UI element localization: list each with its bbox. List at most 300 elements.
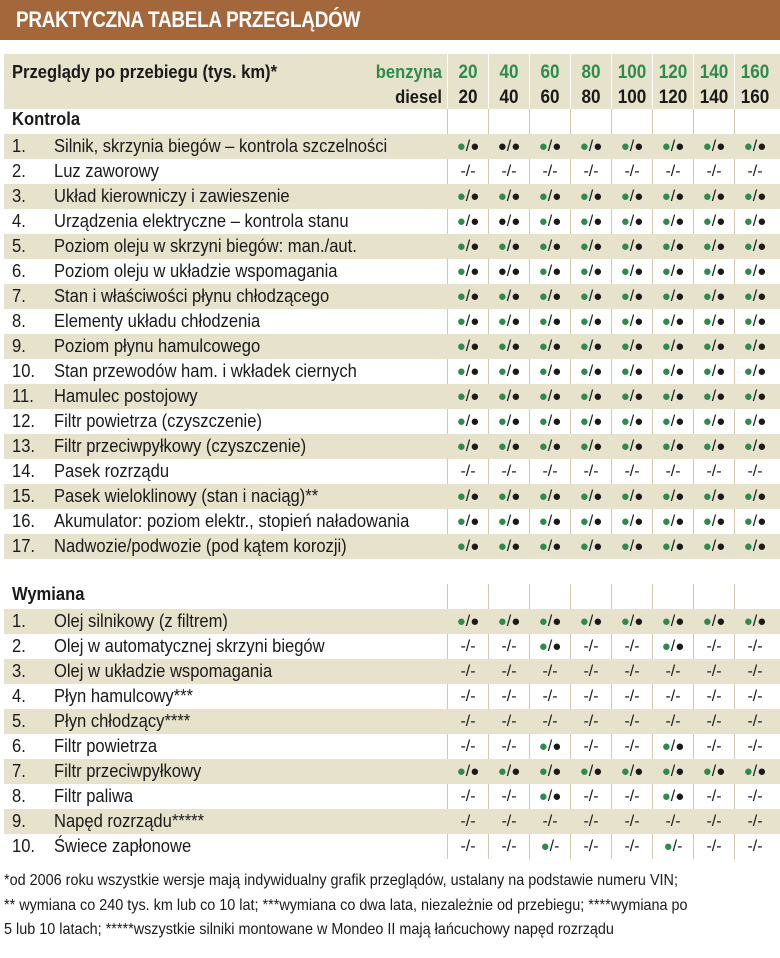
row-name: Stan przewodów ham. i wkładek ciernych (54, 361, 357, 381)
green-dot-icon: ● (538, 788, 548, 805)
slash-separator: / (588, 688, 594, 705)
green-dot-icon: ● (661, 288, 671, 305)
slash-separator: / (506, 513, 512, 530)
schedule-cell (694, 634, 734, 659)
green-dot-icon: ● (497, 513, 507, 530)
row-number: 5. (12, 236, 26, 256)
schedule-cell (571, 309, 611, 334)
black-dot-icon: ● (716, 763, 726, 780)
schedule-cell (489, 384, 529, 409)
schedule-cell (571, 484, 611, 509)
km-benzyna-4: 100 (617, 62, 647, 83)
schedule-cell (571, 634, 611, 659)
slash-separator: / (506, 463, 512, 480)
slash-separator: / (752, 788, 758, 805)
schedule-cell (571, 159, 611, 184)
schedule-cell (571, 734, 611, 759)
schedule-cell (653, 684, 693, 709)
row-number: 17. (12, 536, 36, 556)
dash-symbol: - (665, 463, 671, 480)
dash-symbol: - (583, 688, 589, 705)
schedule-cell (530, 534, 570, 559)
black-dot-icon: ● (552, 238, 562, 255)
dash-symbol: - (716, 788, 722, 805)
slash-separator: / (465, 438, 471, 455)
title-bar (0, 0, 780, 40)
green-dot-icon: ● (456, 238, 466, 255)
slash-separator: / (547, 138, 553, 155)
black-dot-icon: ● (634, 288, 644, 305)
black-dot-icon: ● (716, 263, 726, 280)
slash-separator: / (629, 538, 635, 555)
dash-symbol: - (634, 738, 640, 755)
schedule-cell (694, 159, 734, 184)
slash-separator: / (465, 713, 471, 730)
row-number: 3. (12, 661, 26, 681)
slash-separator: / (670, 663, 676, 680)
footnote-1: *od 2006 roku wszystkie wersje mają indywidualny grafik przeglądów, ustalany na podstawie numeru VIN; (4, 872, 678, 889)
green-dot-icon: ● (620, 438, 630, 455)
slash-separator: / (711, 313, 717, 330)
dash-symbol: - (501, 163, 507, 180)
schedule-cell (489, 684, 529, 709)
green-dot-icon: ● (743, 263, 753, 280)
dash-symbol: - (593, 463, 599, 480)
slash-separator: / (711, 213, 717, 230)
green-dot-icon: ● (497, 413, 507, 430)
slash-separator: / (506, 488, 512, 505)
schedule-cell (489, 459, 529, 484)
green-dot-icon: ● (702, 363, 712, 380)
slash-separator: / (670, 788, 676, 805)
schedule-cell (571, 784, 611, 809)
dash-symbol: - (460, 738, 466, 755)
schedule-cell (489, 284, 529, 309)
black-dot-icon: ● (470, 613, 480, 630)
row-name: Filtr powietrza (54, 736, 158, 756)
slash-separator: / (547, 438, 553, 455)
black-dot-icon: ● (511, 363, 521, 380)
slash-separator: / (670, 688, 676, 705)
green-dot-icon: ● (497, 538, 507, 555)
green-dot-icon: ● (579, 538, 589, 555)
black-dot-icon: ● (757, 763, 767, 780)
dash-symbol: - (747, 713, 753, 730)
schedule-cell (612, 159, 652, 184)
slash-separator: / (752, 688, 758, 705)
row-name: Elementy układu chłodzenia (54, 311, 261, 331)
slash-separator: / (506, 638, 512, 655)
table-row (4, 809, 780, 834)
slash-separator: / (629, 388, 635, 405)
schedule-cell (735, 509, 775, 534)
schedule-cell (571, 384, 611, 409)
schedule-cell (448, 284, 488, 309)
row-number: 14. (12, 461, 36, 481)
slash-separator: / (465, 138, 471, 155)
schedule-cell (694, 134, 734, 159)
green-dot-icon: ● (743, 538, 753, 555)
schedule-cell (489, 434, 529, 459)
dash-symbol: - (675, 688, 681, 705)
schedule-cell (571, 209, 611, 234)
black-dot-icon: ● (593, 763, 603, 780)
green-dot-icon: ● (743, 188, 753, 205)
slash-separator: / (465, 763, 471, 780)
schedule-cell (530, 634, 570, 659)
slash-separator: / (711, 288, 717, 305)
dash-symbol: - (624, 163, 630, 180)
dash-symbol: - (757, 738, 763, 755)
black-dot-icon: ● (593, 188, 603, 205)
green-dot-icon: ● (702, 538, 712, 555)
row-name: Filtr paliwa (54, 786, 134, 806)
green-dot-icon: ● (538, 488, 548, 505)
dash-symbol: - (501, 838, 507, 855)
slash-separator: / (588, 663, 594, 680)
green-dot-icon: ● (702, 513, 712, 530)
schedule-cell (735, 434, 775, 459)
green-dot-icon: ● (661, 213, 671, 230)
black-dot-icon: ● (716, 338, 726, 355)
dash-symbol: - (470, 813, 476, 830)
slash-separator: / (670, 713, 676, 730)
section-title-kontrola: Kontrola (12, 109, 81, 129)
green-dot-icon: ● (661, 363, 671, 380)
slash-separator: / (588, 163, 594, 180)
black-dot-icon: ● (511, 388, 521, 405)
row-number: 3. (12, 186, 26, 206)
schedule-cell (530, 309, 570, 334)
green-dot-icon: ● (743, 238, 753, 255)
slash-separator: / (547, 388, 553, 405)
dash-symbol: - (706, 688, 712, 705)
km-benzyna-2: 60 (540, 62, 560, 83)
dash-symbol: - (757, 663, 763, 680)
schedule-cell (571, 134, 611, 159)
slash-separator: / (629, 338, 635, 355)
green-dot-icon: ● (538, 263, 548, 280)
black-dot-icon: ● (511, 513, 521, 530)
schedule-cell (571, 759, 611, 784)
green-dot-icon: ● (497, 388, 507, 405)
black-dot-icon: ● (757, 338, 767, 355)
slash-separator: / (465, 813, 471, 830)
slash-separator: / (711, 188, 717, 205)
schedule-cell (489, 234, 529, 259)
black-dot-icon: ● (675, 538, 685, 555)
dash-symbol: - (665, 688, 671, 705)
row-name: Hamulec postojowy (54, 386, 198, 406)
row-number: 10. (12, 361, 36, 381)
footnote-2: ** wymiana co 240 tys. km lub co 10 lat; ***wymiana co dwa lata, niezależnie od przebiegu; ****wymiana po (4, 897, 688, 914)
schedule-cell (571, 284, 611, 309)
dash-symbol: - (624, 688, 630, 705)
dash-symbol: - (583, 713, 589, 730)
slash-separator: / (547, 538, 553, 555)
black-dot-icon: ● (470, 388, 480, 405)
slash-separator: / (465, 288, 471, 305)
slash-separator: / (752, 138, 758, 155)
dash-symbol: - (501, 713, 507, 730)
schedule-cell (448, 634, 488, 659)
header-col-divider (693, 54, 694, 109)
slash-separator: / (506, 713, 512, 730)
green-dot-icon: ● (456, 763, 466, 780)
slash-separator: / (506, 738, 512, 755)
table-row (4, 234, 780, 259)
schedule-cell (489, 309, 529, 334)
slash-separator: / (506, 538, 512, 555)
table-row (4, 634, 780, 659)
dash-symbol: - (511, 163, 517, 180)
slash-separator: / (465, 238, 471, 255)
black-dot-icon: ● (511, 313, 521, 330)
schedule-cell (530, 659, 570, 684)
black-dot-icon: ● (675, 438, 685, 455)
green-dot-icon: ● (661, 263, 671, 280)
row-number: 11. (12, 386, 34, 406)
slash-separator: / (670, 613, 676, 630)
dash-symbol: - (593, 663, 599, 680)
slash-separator: / (506, 163, 512, 180)
slash-separator: / (465, 463, 471, 480)
slash-separator: / (629, 813, 635, 830)
dash-symbol: - (542, 163, 548, 180)
dash-symbol: - (716, 813, 722, 830)
schedule-cell (735, 659, 775, 684)
km-benzyna-3: 80 (581, 62, 601, 83)
black-dot-icon: ● (716, 363, 726, 380)
black-dot-icon: ● (716, 513, 726, 530)
dash-symbol: - (511, 838, 517, 855)
slash-separator: / (506, 438, 512, 455)
slash-separator: / (465, 538, 471, 555)
schedule-cell (735, 459, 775, 484)
dash-symbol: - (460, 838, 466, 855)
black-dot-icon: ● (634, 388, 644, 405)
schedule-cell (612, 134, 652, 159)
row-number: 8. (12, 786, 26, 806)
schedule-cell (571, 259, 611, 284)
schedule-cell (612, 359, 652, 384)
green-dot-icon: ● (702, 188, 712, 205)
green-dot-icon: ● (497, 313, 507, 330)
black-dot-icon: ● (552, 638, 562, 655)
row-number: 6. (12, 261, 26, 281)
slash-separator: / (506, 288, 512, 305)
slash-separator: / (629, 363, 635, 380)
black-dot-icon: ● (552, 788, 562, 805)
schedule-cell (448, 684, 488, 709)
slash-separator: / (752, 813, 758, 830)
dash-symbol: - (460, 688, 466, 705)
schedule-cell (653, 659, 693, 684)
table-row (4, 184, 780, 209)
slash-separator: / (547, 288, 553, 305)
black-dot-icon: ● (675, 763, 685, 780)
green-dot-icon: ● (456, 488, 466, 505)
dash-symbol: - (552, 813, 558, 830)
slash-separator: / (752, 663, 758, 680)
header-label: Przeglądy po przebiegu (tys. km)* (12, 62, 278, 82)
dash-symbol: - (624, 813, 630, 830)
slash-separator: / (752, 188, 758, 205)
slash-separator: / (752, 163, 758, 180)
dash-symbol: - (460, 713, 466, 730)
green-dot-icon: ● (702, 313, 712, 330)
green-dot-icon: ● (579, 338, 589, 355)
black-dot-icon: ● (593, 213, 603, 230)
slash-separator: / (629, 688, 635, 705)
row-name: Akumulator: poziom elektr., stopień naładowania (54, 511, 410, 531)
black-dot-icon: ● (552, 313, 562, 330)
km-diesel-1: 40 (499, 87, 519, 108)
black-dot-icon: ● (552, 188, 562, 205)
schedule-cell (448, 384, 488, 409)
schedule-cell (448, 834, 488, 859)
green-dot-icon: ● (538, 613, 548, 630)
black-dot-icon: ● (470, 238, 480, 255)
black-dot-icon: ● (675, 363, 685, 380)
km-benzyna-5: 120 (658, 62, 688, 83)
schedule-cell (735, 609, 775, 634)
schedule-cell (735, 134, 775, 159)
slash-separator: / (752, 713, 758, 730)
dash-symbol: - (583, 638, 589, 655)
black-dot-icon: ● (470, 413, 480, 430)
dash-symbol: - (470, 738, 476, 755)
schedule-cell (530, 734, 570, 759)
table-row (4, 509, 780, 534)
header-col-divider (529, 54, 530, 109)
schedule-cell (530, 334, 570, 359)
schedule-cell (448, 259, 488, 284)
schedule-cell (489, 334, 529, 359)
green-dot-icon: ● (579, 288, 589, 305)
schedule-cell (653, 259, 693, 284)
black-dot-icon: ● (757, 488, 767, 505)
row-number: 6. (12, 736, 26, 756)
slash-separator: / (629, 213, 635, 230)
slash-separator: / (547, 413, 553, 430)
schedule-cell (489, 734, 529, 759)
slash-separator: / (752, 488, 758, 505)
schedule-cell (571, 834, 611, 859)
dash-symbol: - (593, 688, 599, 705)
schedule-cell (694, 659, 734, 684)
dash-symbol: - (716, 638, 722, 655)
km-benzyna-0: 20 (458, 62, 478, 83)
schedule-cell (653, 734, 693, 759)
black-dot-icon: ● (716, 413, 726, 430)
green-dot-icon: ● (538, 138, 548, 155)
green-dot-icon: ● (661, 638, 671, 655)
green-dot-icon: ● (579, 213, 589, 230)
table-row (4, 459, 780, 484)
dash-symbol: - (460, 813, 466, 830)
slash-separator: / (629, 163, 635, 180)
slash-separator: / (547, 713, 553, 730)
dash-symbol: - (675, 163, 681, 180)
schedule-cell (448, 784, 488, 809)
schedule-cell (735, 259, 775, 284)
dash-symbol: - (460, 663, 466, 680)
dash-symbol: - (706, 638, 712, 655)
schedule-cell (612, 659, 652, 684)
dash-symbol: - (511, 463, 517, 480)
black-dot-icon: ● (470, 438, 480, 455)
black-dot-icon: ● (757, 213, 767, 230)
slash-separator: / (752, 413, 758, 430)
slash-separator: / (711, 513, 717, 530)
black-dot-icon: ● (497, 213, 507, 230)
black-dot-icon: ● (675, 613, 685, 630)
dash-symbol: - (470, 713, 476, 730)
black-dot-icon: ● (511, 538, 521, 555)
schedule-cell (489, 134, 529, 159)
schedule-cell (735, 284, 775, 309)
slash-separator: / (588, 488, 594, 505)
row-number: 12. (12, 411, 36, 431)
slash-separator: / (629, 738, 635, 755)
row-number: 8. (12, 311, 26, 331)
green-dot-icon: ● (661, 138, 671, 155)
schedule-cell (612, 634, 652, 659)
black-dot-icon: ● (593, 238, 603, 255)
km-benzyna-1: 40 (499, 62, 519, 83)
black-dot-icon: ● (675, 238, 685, 255)
schedule-cell (448, 709, 488, 734)
black-dot-icon: ● (593, 413, 603, 430)
schedule-cell (735, 734, 775, 759)
schedule-cell (653, 384, 693, 409)
schedule-cell (612, 759, 652, 784)
green-dot-icon: ● (456, 513, 466, 530)
black-dot-icon: ● (716, 438, 726, 455)
green-dot-icon: ● (579, 313, 589, 330)
black-dot-icon: ● (757, 363, 767, 380)
slash-separator: / (506, 138, 512, 155)
slash-separator: / (547, 463, 553, 480)
slash-separator: / (752, 513, 758, 530)
row-number: 15. (12, 486, 36, 506)
schedule-cell (448, 409, 488, 434)
green-dot-icon: ● (702, 763, 712, 780)
green-dot-icon: ● (661, 613, 671, 630)
schedule-cell (653, 159, 693, 184)
schedule-cell (653, 459, 693, 484)
black-dot-icon: ● (716, 313, 726, 330)
row-name: Pasek wieloklinowy (stan i naciąg)** (54, 486, 319, 506)
schedule-cell (694, 709, 734, 734)
green-dot-icon: ● (538, 438, 548, 455)
schedule-cell (571, 184, 611, 209)
schedule-cell (530, 359, 570, 384)
slash-separator: / (752, 613, 758, 630)
dash-symbol: - (511, 663, 517, 680)
slash-separator: / (670, 388, 676, 405)
dash-symbol: - (747, 163, 753, 180)
schedule-cell (694, 334, 734, 359)
dash-symbol: - (757, 713, 763, 730)
table-row (4, 659, 780, 684)
green-dot-icon: ● (620, 238, 630, 255)
black-dot-icon: ● (497, 138, 507, 155)
slash-separator: / (588, 838, 594, 855)
header-col-divider (611, 54, 612, 109)
black-dot-icon: ● (593, 288, 603, 305)
